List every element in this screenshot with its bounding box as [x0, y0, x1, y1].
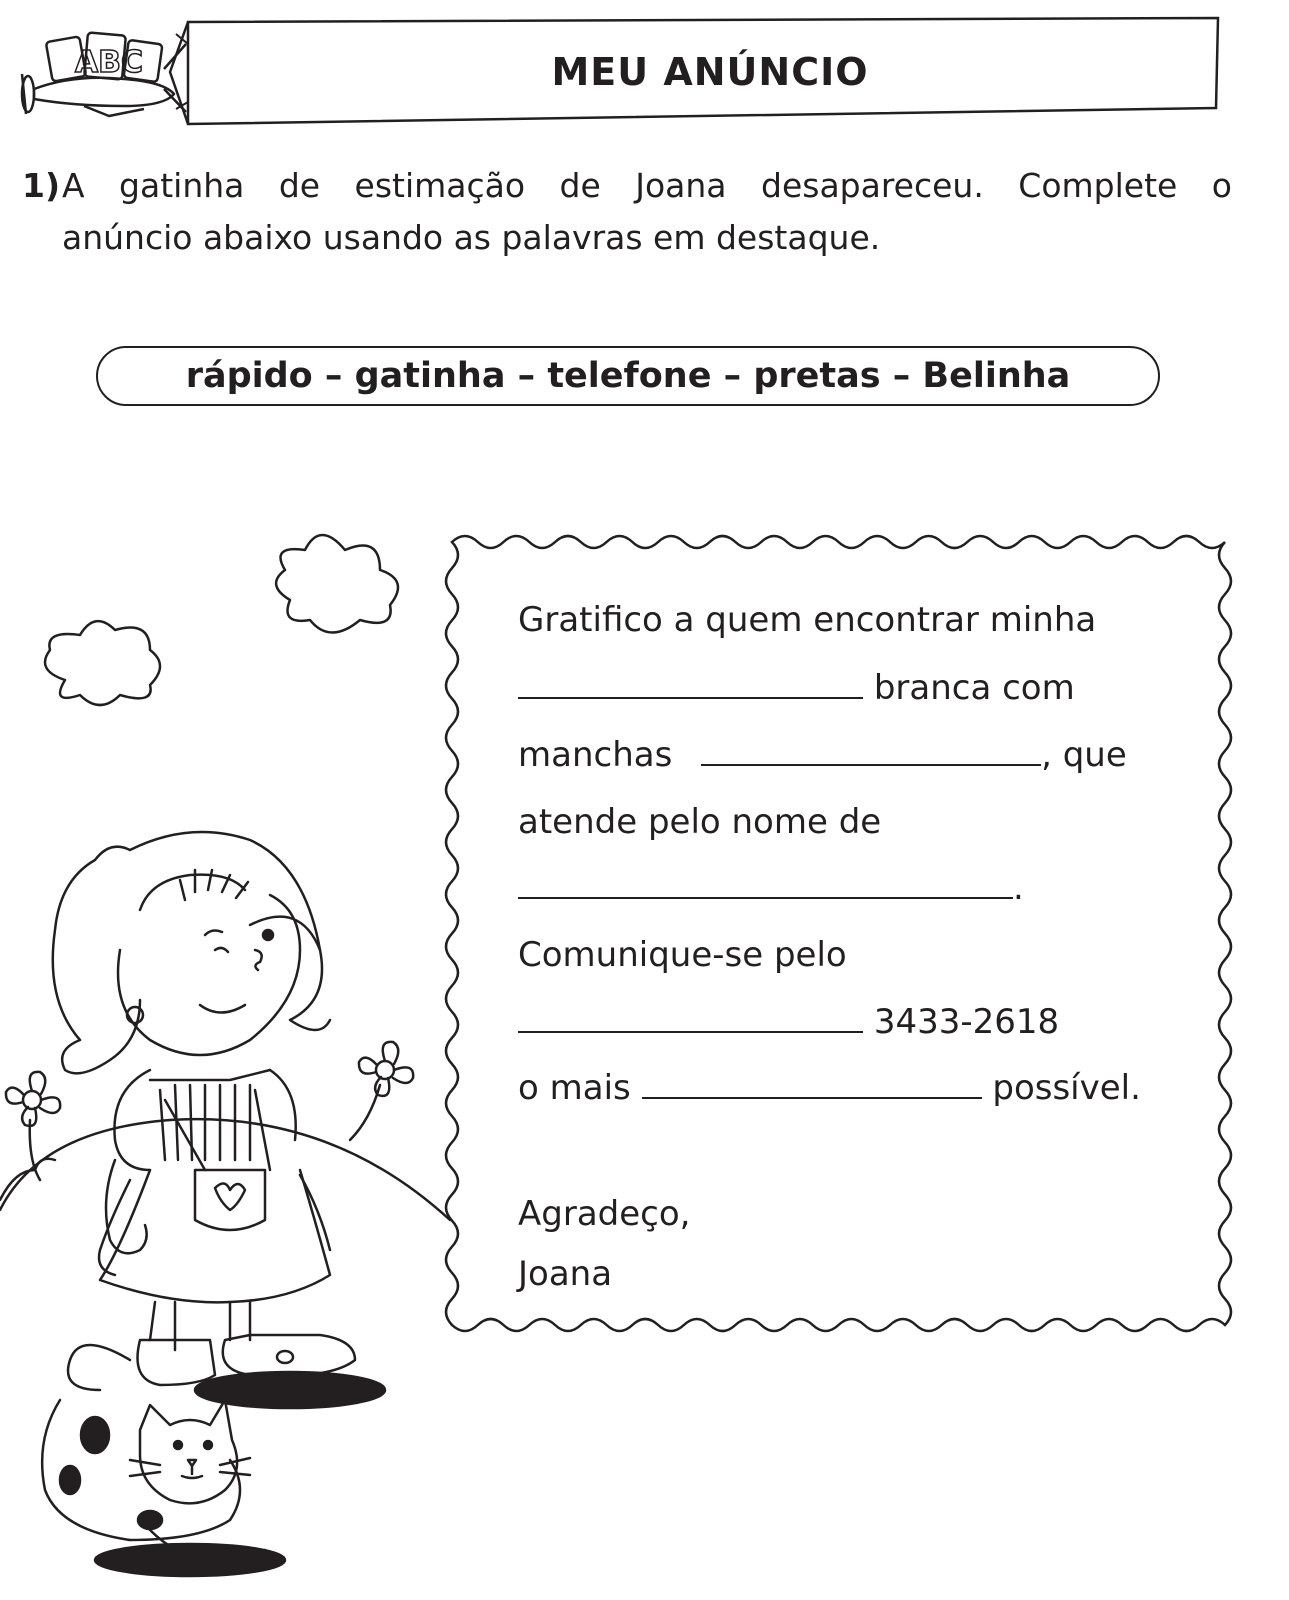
- word-bank-box: [96, 346, 1160, 406]
- ad-line-2-text: branca com: [873, 668, 1075, 708]
- ad-line-3: [518, 735, 1127, 775]
- flower-icon: [350, 1042, 413, 1140]
- ad-line-4: atende pelo nome de: [518, 802, 882, 842]
- ad-line-5-text: .: [1013, 868, 1024, 908]
- ad-line-7: [518, 1002, 1059, 1042]
- ad-line-3-text-b: , que: [1041, 735, 1127, 775]
- question-text-line-2: anúncio abaixo usando as palavras em destaque.: [62, 218, 881, 257]
- question-number: 1): [22, 166, 61, 205]
- ad-line-8-text-b: possível.: [992, 1068, 1141, 1108]
- ad-line-3-text-a: manchas: [518, 735, 673, 775]
- ad-signature: Joana: [518, 1254, 613, 1294]
- girl-and-cat-illustration: [0, 480, 460, 1600]
- blank-field-1[interactable]: [518, 669, 863, 699]
- ad-line-2: [518, 668, 1075, 708]
- blank-field-2[interactable]: [701, 736, 1041, 766]
- logo-text: ABC: [74, 45, 144, 80]
- page-title: MEU ANÚNCIO: [551, 50, 869, 94]
- ad-line-6: Comunique-se pelo: [518, 935, 847, 975]
- word-bank-text: rápido – gatinha – telefone – pretas – Belinha: [185, 356, 1071, 396]
- cloud-icon: [276, 535, 398, 633]
- flower-icon: [6, 1072, 60, 1180]
- phone-number: 3433-2618: [873, 1002, 1060, 1042]
- ad-line-8: [518, 1068, 1141, 1108]
- question-text: [62, 160, 1232, 264]
- ad-line-1: Gratifico a quem encontrar minha: [518, 600, 1097, 640]
- blank-field-5[interactable]: [642, 1069, 982, 1099]
- blank-field-4[interactable]: [518, 1003, 863, 1033]
- ad-line-5: [518, 868, 1024, 908]
- question-text-line-1: A gatinha de estimação de Joana desapareceu. Complete o: [62, 166, 1232, 205]
- ad-line-8-text-a: o mais: [518, 1068, 631, 1108]
- blank-field-3[interactable]: [518, 869, 1013, 899]
- ad-closing: Agradeço,: [518, 1194, 691, 1234]
- abc-airplane-logo: [14, 14, 189, 124]
- cloud-icon: [45, 621, 160, 705]
